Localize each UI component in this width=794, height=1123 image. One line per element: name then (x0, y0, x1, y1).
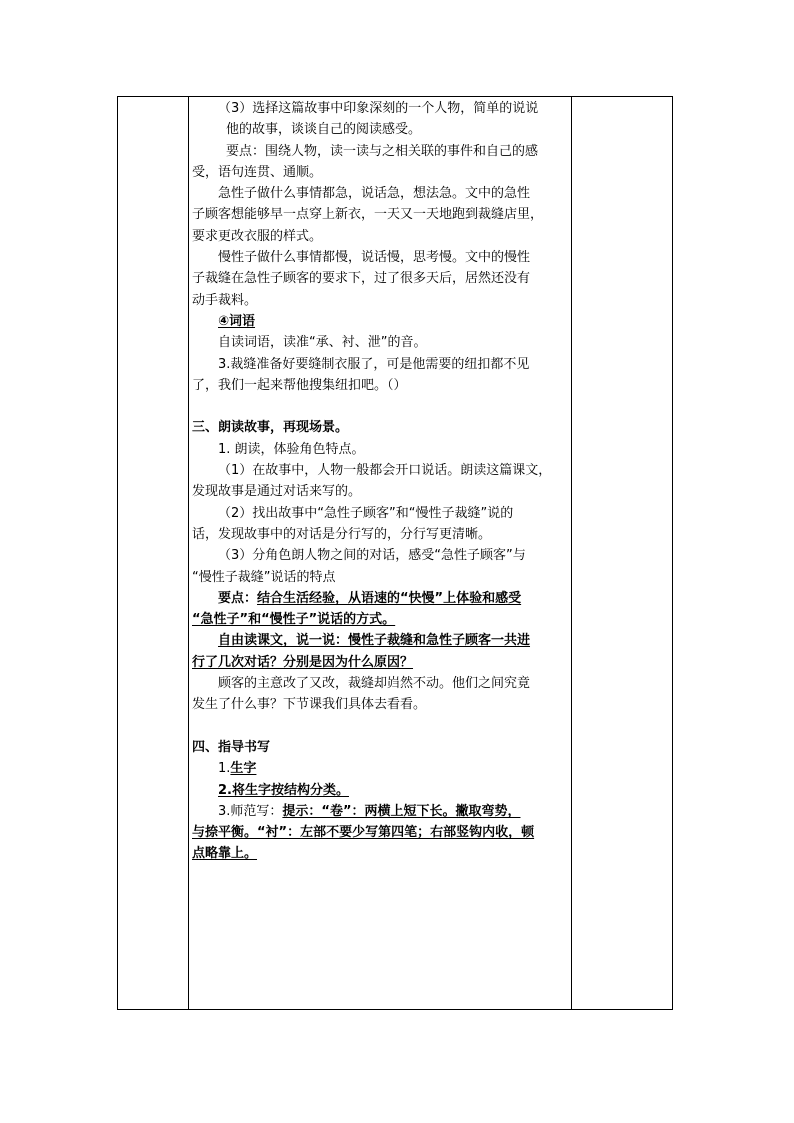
text-line: 急性子做什么事情都急，说话急，想法急。文中的急性 (218, 186, 531, 202)
text-line: 3.裁缝准备好要缝制衣服了，可是他需要的纽扣都不见 (218, 356, 530, 372)
text-line: 子裁缝在急性子顾客的要求下，过了很多天后，居然还没有 (192, 271, 531, 287)
text-line: （2）找出故事中“急性子顾客”和“慢性子裁缝”说的 (218, 505, 514, 521)
activity-line: 自由读课文，说一说：慢性子裁缝和急性子顾客一共进 (218, 633, 531, 649)
blank-line (192, 396, 568, 417)
column-divider-left (188, 97, 189, 1009)
key-point-line (192, 588, 568, 609)
text-line: 动手裁料。 (192, 292, 258, 308)
text-line: （3）选择这篇故事中印象深刻的一个人物，简单的说说 (218, 101, 539, 116)
lesson-content (192, 98, 568, 865)
column-divider-right (571, 97, 572, 1009)
text-line: 点略靠上。 (192, 846, 258, 862)
writing-item (192, 801, 568, 822)
text-line: 子顾客想能够早一点穿上新衣，一天又一天地跑到裁缝店里， (192, 207, 544, 223)
item-label: 3.师范写： (218, 803, 283, 819)
text-line: 要点：围绕人物，读一读与之相关联的事件和自己的感 (226, 143, 539, 159)
text-line: 顾客的主意改了又改，裁缝却岿然不动。他们之间究竟 (218, 676, 531, 692)
text-line: 他的故事，谈谈自己的阅读感受。 (226, 122, 422, 138)
text-line: 了，我们一起来帮他搜集纽扣吧。（） (192, 377, 407, 393)
text-line: 发生了什么事？下节课我们具体去看看。 (192, 697, 427, 713)
key-point-label: 要点： (218, 590, 258, 606)
text-line: 受，语句连贯、通顺。 (192, 164, 323, 180)
item-text: 生字 (230, 761, 257, 777)
text-line: （3）分角色朗人物之间的对话，感受“急性子顾客”与 (218, 548, 526, 564)
item-number: 1. (218, 761, 231, 777)
section-heading: 三、朗读故事，再现场景。 (192, 420, 349, 436)
key-point-line: “急性子”和“慢性子”说话的方式。 (192, 612, 396, 628)
text-line: 要求更改衣服的样式。 (192, 228, 323, 244)
activity-line: 行了几次对话？分别是因为什么原因？ (192, 654, 414, 670)
section-subtitle: ④词语 (218, 313, 256, 329)
text-line: 慢性子做什么事情都慢，说话慢，思考慢。文中的慢性 (218, 250, 531, 266)
text-line: “慢性子裁缝”说话的特点 (192, 569, 336, 585)
writing-item: 2.将生字按结构分类。 (218, 782, 349, 798)
blank-line (192, 716, 568, 737)
text-line: 话，发现故事中的对话是分行写的，分行写更清晰。 (192, 526, 492, 542)
key-point-text: 结合生活经验，从语速的“快慢”上体验和感受 (257, 590, 522, 606)
writing-item (192, 758, 568, 779)
text-line: （1）在故事中，人物一般都会开口说话。朗读这篇课文， (218, 463, 552, 479)
text-line: 1. 朗读，体验角色特点。 (218, 441, 365, 457)
text-line: 自读词语，读准“承、衬、泄”的音。 (218, 335, 427, 351)
section-heading: 四、指导书写 (192, 739, 271, 755)
text-line: 发现故事是通过对话来写的。 (192, 484, 362, 500)
text-line: 与捺平衡。“衬”：左部不要少写第四笔；右部竖钩内收，顿 (192, 825, 535, 841)
item-hint: 提示：“卷”：两横上短下长。撇取弯势， (282, 803, 521, 819)
